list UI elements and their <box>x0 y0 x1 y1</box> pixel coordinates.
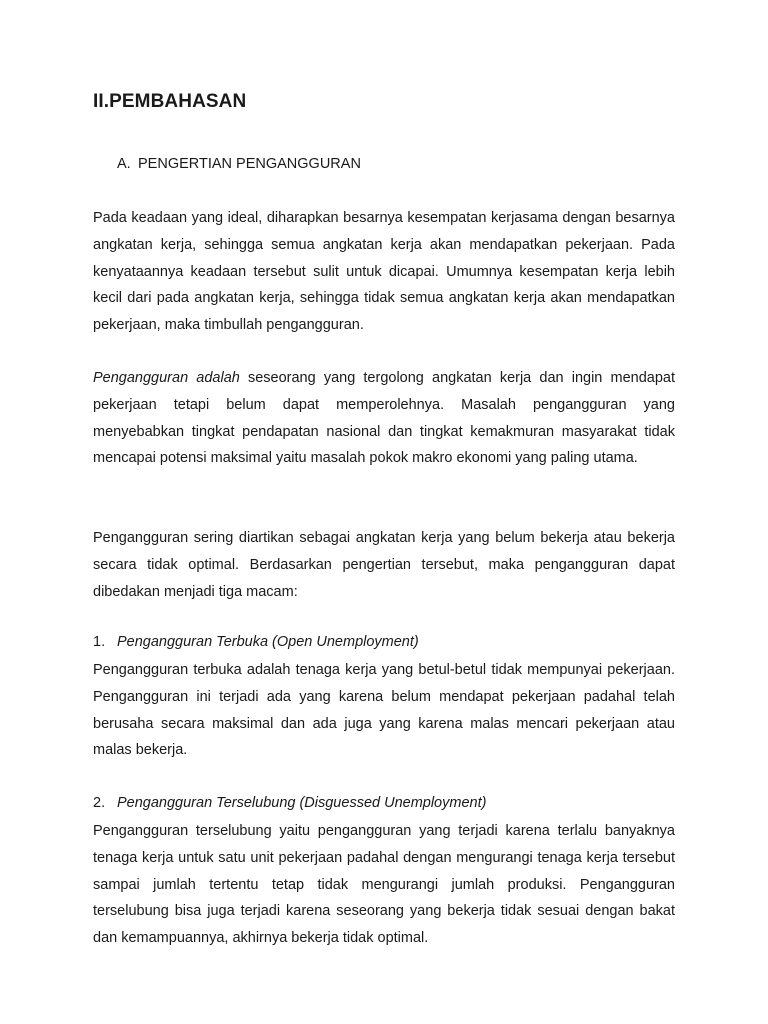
type-1-title: Pengangguran Terbuka (Open Unemployment) <box>117 634 419 650</box>
definition-paragraph <box>93 365 675 472</box>
type-1-paragraph: Pengangguran terbuka adalah tenaga kerja yang betul-betul tidak mempunyai pekerjaan. Pengangguran ini terjadi ada yang karena belum mendapat pekerjaan padahal telah berusaha secara maksimal dan ada juga yang karena malas mencari pekerjaan atau malas bekerja. <box>93 662 675 759</box>
type-2-heading <box>93 795 486 811</box>
type-2-paragraph: Pengangguran terselubung yaitu pengangguran yang terjadi karena terlalu banyaknya tenaga kerja untuk satu unit pekerjaan padahal dengan mengurangi tenaga kerja tersebut sampai jumlah tertentu tetap tidak mengurangi jumlah produksi. Pengangguran terselubung bisa juga terjadi karena seseorang yang bekerja tidak sesuai dengan bakat dan kemampuannya, akhirnya bekerja tidak optimal. <box>93 823 675 947</box>
type-2-number: 2. <box>93 795 106 811</box>
types-intro-paragraph: Pengangguran sering diartikan sebagai angkatan kerja yang belum bekerja atau bekerja secara tidak optimal. Berdasarkan pengertian tersebut, maka pengangguran dapat dibedakan menjadi tiga macam: <box>93 530 675 600</box>
definition-term: Pengangguran adalah <box>93 370 240 386</box>
type-2-title: Pengangguran Terselubung (Disguessed Unemployment) <box>117 795 487 811</box>
section-title: PENGERTIAN PENGANGGURAN <box>138 156 361 172</box>
intro-paragraph: Pada keadaan yang ideal, diharapkan besarnya kesempatan kerjasama dengan besarnya angkatan kerja, sehingga semua angkatan kerja akan mendapatkan pekerjaan. Pada kenyataannya keadaan tersebut sulit untuk dicapai. Umumnya kesempatan kerja lebih kecil dari pada angkatan kerja, sehingga tidak semua angkatan kerja akan mendapatkan pekerjaan, maka timbullah pengangguran. <box>93 210 675 334</box>
section-number: A. <box>117 156 131 172</box>
definition-text: seseorang yang tergolong angkatan kerja dan ingin mendapat pekerjaan tetapi belum dapat memperolehnya. Masalah pengangguran yang menyebabkan tingkat pendapatan nasional dan tingkat kemakmuran masyarakat tidak mencapai potensi maksimal yaitu masalah pokok makro ekonomi yang paling utama. <box>93 370 675 467</box>
type-1-heading <box>93 634 419 650</box>
type-1-number: 1. <box>93 634 106 650</box>
section-heading <box>117 156 361 172</box>
chapter-title: II.PEMBAHASAN <box>93 91 247 112</box>
